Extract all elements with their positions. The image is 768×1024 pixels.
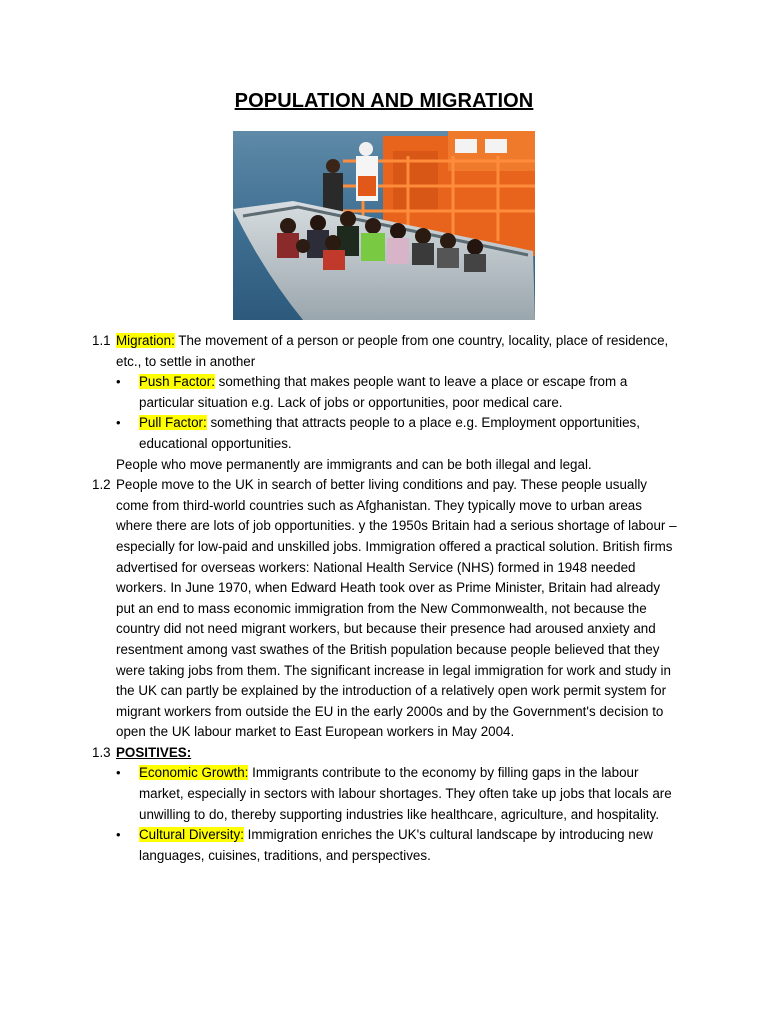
push-factor-text: something that makes people want to leave a place or escape from a particular situation e.g. Lack of jobs or opportunities, poor medical care. [139,374,628,410]
cultural-diversity-text: Immigration enriches the UK's cultural landscape by introducing new languages, cuisines, traditions, and perspectives. [139,827,653,863]
section-1-2 [92,475,682,743]
list-item [92,413,682,454]
section-number: 1.3 [92,744,111,760]
positives-heading: POSITIVES: [116,744,192,760]
economic-growth-text: Immigrants contribute to the economy by filling gaps in the labour market, especially in sectors with labour shortages. They often take up jobs that locals are unwilling to do, thereby supporting industries like healthcare, agriculture, and hospitality. [139,765,672,822]
page-title: POPULATION AND MIGRATION [234,90,534,112]
migrant-boat-photo [233,131,535,320]
list-item [92,763,682,825]
term-cultural-diversity: Cultural Diversity: [139,827,244,843]
section-1-2-text: People move to the UK in search of better living conditions and pay. These people usually come from third-world countries such as Afghanistan. They typically move to urban areas where there are lots of job opportunities. y the 1950s Britain had a serious shortage of labour – especially for low-paid and unskilled jobs. Immigration offered a practical solution. British firms advertised for overseas workers: National Health Service (NHS) formed in 1948 needed workers. In June 1970, when Edward Heath took over as Prime Minister, Britain had already put an end to mass economic immigration from the New Commonwealth, not because the country did not need migrant workers, but because their presence had aroused anxiety and resentment among vast swathes of the British population because people believed that they were taking jobs from them. The significant increase in legal immigration for work and study in the UK can partly be explained by the introduction of a relatively open work permit system for migrant workers from outside the EU in the early 2000s and by the Government's decision to open the UK labour market to East European workers in May 2004. [116,477,677,740]
term-economic-growth: Economic Growth: [139,765,249,781]
section-number: 1.2 [92,477,111,493]
document-body [92,331,682,866]
section-1-3 [92,743,682,764]
term-pull-factor: Pull Factor: [139,415,207,431]
migration-definition: The movement of a person or people from one country, locality, place of residence, etc., to settle in another [116,333,669,369]
section-number: 1.1 [92,333,111,348]
bullet-icon: • [116,374,121,390]
list-item [92,825,682,866]
term-migration: Migration: [116,333,175,348]
section-1-1 [92,331,682,372]
bullet-icon: • [116,765,121,781]
list-item [92,372,682,413]
bullet-icon: • [116,415,121,431]
bullet-icon: • [116,827,121,843]
pull-factor-text: something that attracts people to a place e.g. Employment opportunities, educational opportunities. [139,415,640,451]
term-push-factor: Push Factor: [139,374,215,390]
migration-note: People who move permanently are immigrants and can be both illegal and legal. [116,456,592,472]
